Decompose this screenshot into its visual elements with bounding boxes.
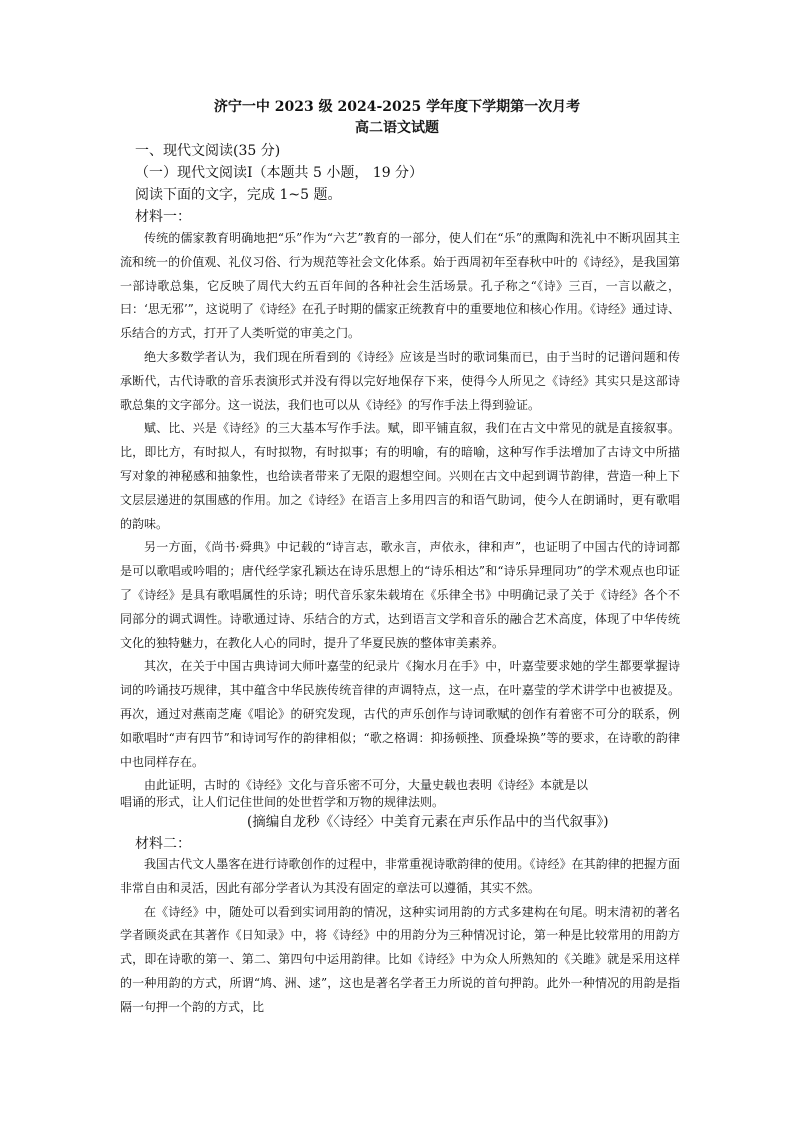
material2-label: 材料二： (135, 836, 191, 852)
material1-paragraph: 另一方面，《尚书·舜典》中记载的“诗言志，歌永言，声依永，律和声”，也证明了中国古代的诗词都是可以歌唱或吟唱的；唐代经学家孔颖达在诗乐思想上的“诗乐相达”和“诗乐异理同功”的学术观点也印证了《诗经》是具有歌唱属性的乐诗；明代音乐家朱载堉在《乐律全书》中明确记录了关于《诗经》各个不同部分的调式调性。诗歌通过诗、乐结合的方式，达到语言文学和音乐的融合艺术高度，体现了中华传统文化的独特魅力，在教化人心的同时，提升了华夏民族的整体审美素养。 (120, 540, 680, 650)
instruction: 阅读下面的文字，完成 1~5 题。 (135, 187, 342, 203)
material1-source: (摘编自龙秒《〈诗经〉中美育元素在声乐作品中的当代叙事》) (247, 814, 609, 830)
material2-body (120, 853, 680, 1020)
material1-body (120, 227, 680, 798)
exam-subtitle: 高二语文试题 (355, 120, 439, 136)
material1-paragraph: 其次，在关于中国古典诗词大师叶嘉莹的纪录片《掬水月在手》中，叶嘉莹要求她的学生都要掌握诗词的吟诵技巧规律，其中蕴含中华民族传统音律的声调特点，这一点，在叶嘉莹的学术讲学中也被提及。再次，通过对燕南芝庵《唱论》的研究发现，古代的声乐创作与诗词歌赋的创作有着密不可分的联系，例如歌唱时“声有四节”和诗词写作的韵律相似；“歌之格调：抑扬顿挫、顶叠垛换”等的要求，在诗歌的韵律中也同样存在。 (120, 659, 680, 769)
material2-paragraph: 在《诗经》中，随处可以看到实词用韵的情况，这种实词用韵的方式多建构在句尾。明末清初的著名学者顾炎武在其著作《日知录》中，将《诗经》中的用韵分为三种情况讨论，第一种是比较常用的用韵方式，即在诗歌的第一、第二、第四句中运用韵律。比如《诗经》中为众人所熟知的《关雎》就是采用这样的一种用韵的方式，所谓“鸠、洲、逑”，这也是著名学者王力所说的首句押韵。此外一种情况的用韵是指隔一句押一个韵的方式，比 (120, 904, 680, 1014)
material1-paragraph: 传统的儒家教育明确地把“乐”作为“六艺”教育的一部分，使人们在“乐”的熏陶和洗礼中不断巩固其主流和统一的价值观、礼仪习俗、行为规范等社会文化体系。始于西周初年至春秋中叶的《诗经》，是我国第一部诗歌总集，它反映了周代大约五百年间的各种社会生活场景。孔子称之“《诗》三百，一言以蔽之，曰：‘思无邪’”，这说明了《诗经》在孔子时期的儒家正统教育中的重要地位和核心作用。《诗经》通过诗、乐结合的方式，打开了人类听觉的审美之门。 (120, 231, 680, 341)
material1-paragraph: 赋、比、兴是《诗经》的三大基本写作手法。赋，即平铺直叙，我们在古文中常见的就是直接叙事。比，即比方，有时拟人，有时拟物，有时拟事；有的明喻，有的暗喻，这种写作手法增加了古诗文中所描写对象的神秘感和抽象性，也给读者带来了无限的遐想空间。兴则在古文中起到调节韵律，营造一种上下文层层递进的氛围感的作用。加之《诗经》在语言上多用四言的和语气助词，使今人在朗诵时，更有歌唱的韵味。 (120, 421, 680, 531)
material2-paragraph: 我国古代文人墨客在进行诗歌创作的过程中，非常重视诗歌韵律的使用。《诗经》在其韵律的把握方面非常自由和灵活，因此有部分学者认为其没有固定的章法可以遵循，其实不然。 (120, 857, 680, 895)
material1-label: 材料一： (135, 209, 191, 225)
material1-paragraph: 由此证明，古时的《诗经》文化与音乐密不可分，大量史载也表明《诗经》本就是以 (144, 778, 589, 793)
material1-tail: 唱诵的形式，让人们记住世间的处世哲学和万物的规律法则。 (120, 795, 445, 809)
section-heading: 一、现代文阅读(35 分) (135, 143, 281, 159)
exam-title: 济宁一中 2023 级 2024-2025 学年度下学期第一次月考 (213, 99, 581, 115)
material1-paragraph: 绝大多数学者认为，我们现在所看到的《诗经》应该是当时的歌词集而已，由于当时的记谱问题和传承断代，古代诗歌的音乐表演形式并没有得以完好地保存下来，使得今人所见之《诗经》其实只是这部诗歌总集的文字部分。这一说法，我们也可以从《诗经》的写作手法上得到验证。 (120, 349, 680, 412)
part-heading: （一）现代文阅读Ⅰ（本题共 5 小题， 19 分） (135, 165, 424, 181)
